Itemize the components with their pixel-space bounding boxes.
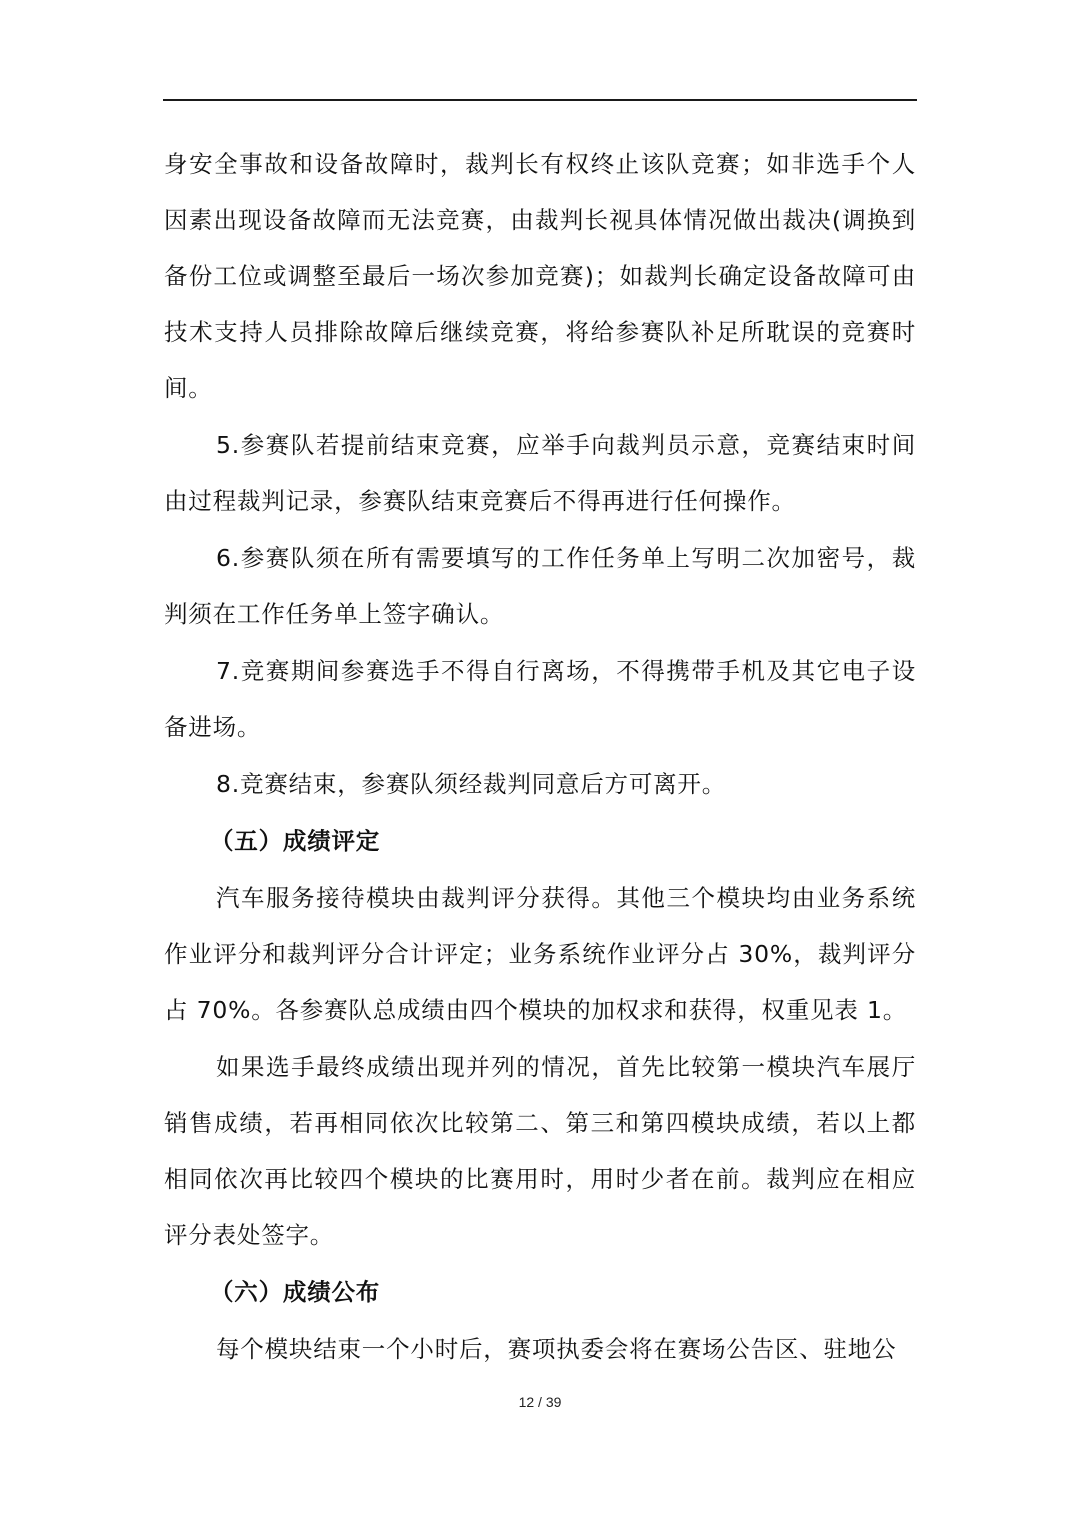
paragraph-continuation: 身安全事故和设备故障时，裁判长有权终止该队竞赛；如非选手个人因素出现设备故障而无法竞赛，由裁判长视具体情况做出裁决(调换到备份工位或调整至最后一场次参加竞赛)；如裁判长确定设备故障可由技术支持人员排除故障后继续竞赛，将给参赛队补足所耽误的竞赛时间。 xyxy=(164,150,916,402)
document-body xyxy=(164,136,916,1378)
section-heading-score-evaluation: （五）成绩评定 xyxy=(210,827,381,855)
paragraph-item-7: 7.竞赛期间参赛选手不得自行离场，不得携带手机及其它电子设备进场。 xyxy=(164,657,916,741)
paragraph-item-8: 8.竞赛结束，参赛队须经裁判同意后方可离开。 xyxy=(216,770,727,798)
section-heading-score-publication: （六）成绩公布 xyxy=(210,1278,381,1306)
paragraph-score-publication-1: 每个模块结束一个小时后，赛项执委会将在赛场公告区、驻地公 xyxy=(216,1335,897,1363)
header-rule xyxy=(163,99,917,101)
paragraph-score-evaluation-2: 如果选手最终成绩出现并列的情况，首先比较第一模块汽车展厅销售成绩，若再相同依次比较第二、第三和第四模块成绩，若以上都相同依次再比较四个模块的比赛用时，用时少者在前。裁判应在相应评分表处签字。 xyxy=(164,1053,916,1249)
paragraph-item-6: 6.参赛队须在所有需要填写的工作任务单上写明二次加密号，裁判须在工作任务单上签字确认。 xyxy=(164,544,916,628)
paragraph-item-5: 5.参赛队若提前结束竞赛，应举手向裁判员示意，竞赛结束时间由过程裁判记录，参赛队结束竞赛后不得再进行任何操作。 xyxy=(164,431,916,515)
page-number: 12 / 39 xyxy=(518,1394,562,1410)
paragraph-score-evaluation-1: 汽车服务接待模块由裁判评分获得。其他三个模块均由业务系统作业评分和裁判评分合计评定；业务系统作业评分占 30%，裁判评分占 70%。各参赛队总成绩由四个模块的加权求和获得，权重见表 1。 xyxy=(164,884,916,1024)
